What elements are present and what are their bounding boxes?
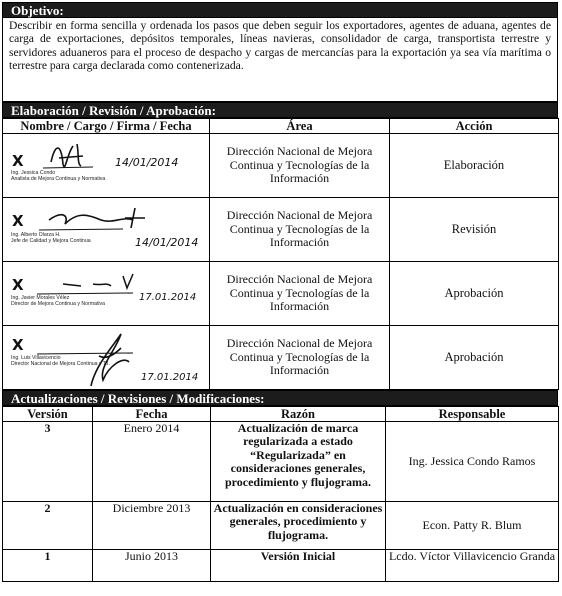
signature-date: 17.01.2014: [141, 372, 199, 383]
actualizaciones-table: [2, 406, 559, 582]
accion-cell: Elaboración: [390, 134, 559, 198]
signer-name: Ing. Alberto Olarza H.: [11, 232, 61, 238]
signer-role: Director de Mejora Continua y Normativa: [11, 301, 105, 307]
signer-name: Ing. Javier Morales Vélez: [11, 295, 70, 301]
document: [2, 2, 558, 582]
signature-cell: [3, 198, 210, 262]
signature-cell: [3, 262, 210, 326]
col-version: Versión: [3, 407, 93, 422]
objetivo-text: Describir en forma sencilla y ordenada los pasos que deben seguir los exportadores, agentes de aduana, agentes de carga de exportaciones, depósitos temporales, líneas navieras, consolidador de carga, transportista terrestre y servidores aduaneros para el proceso de despacho y cargas de mercancías para la exportación ya sea vía marítima o terrestre para carga declarada como contenerizada.: [2, 18, 558, 102]
signature-image: [3, 198, 208, 261]
table-row: [3, 134, 559, 198]
signer-role: Jefe de Calidad y Mejora Continua: [11, 238, 91, 244]
col-area: Área: [210, 119, 390, 134]
elaboracion-table: [2, 118, 559, 390]
col-nombre: Nombre / Cargo / Firma / Fecha: [3, 119, 210, 134]
area-cell: Dirección Nacional de Mejora Continua y Tecnologías de la Información: [210, 326, 390, 390]
responsable-cell: Econ. Patty R. Blum: [386, 502, 559, 550]
elaboracion-header: Elaboración / Revisión / Aprobación:: [2, 102, 558, 118]
signature-x-mark: X: [12, 152, 24, 170]
area-cell: Dirección Nacional de Mejora Continua y Tecnologías de la Información: [210, 262, 390, 326]
table-row: [3, 502, 559, 550]
version-cell: 1: [3, 550, 93, 582]
accion-cell: Aprobación: [390, 262, 559, 326]
signer-name: Ing. Luis Villavicencio: [11, 355, 61, 361]
table-row: [3, 550, 559, 582]
col-responsable: Responsable: [386, 407, 559, 422]
version-cell: 3: [3, 422, 93, 502]
table-row: [3, 326, 559, 390]
version-cell: 2: [3, 502, 93, 550]
fecha-cell: Diciembre 2013: [93, 502, 211, 550]
signature-cell: [3, 134, 210, 198]
responsable-cell: Lcdo. Víctor Villavicencio Granda: [386, 550, 559, 582]
area-cell: Dirección Nacional de Mejora Continua y Tecnologías de la Información: [210, 198, 390, 262]
col-fecha: Fecha: [93, 407, 211, 422]
signer-role: Analista de Mejora Continua y Normativa: [11, 176, 106, 182]
accion-cell: Aprobación: [390, 326, 559, 390]
fecha-cell: Junio 2013: [93, 550, 211, 582]
actualizaciones-header: Actualizaciones / Revisiones / Modificaciones:: [2, 390, 558, 406]
signature-x-mark: X: [12, 276, 24, 294]
table-row: [3, 198, 559, 262]
col-accion: Acción: [390, 119, 559, 134]
signer-role: Director Nacional de Mejora Continua y T.I.: [11, 361, 110, 367]
accion-cell: Revisión: [390, 198, 559, 262]
signature-x-mark: X: [12, 336, 24, 354]
signature-date: 17.01.2014: [139, 292, 197, 303]
table-row: [3, 262, 559, 326]
razon-cell: Versión Inicial: [211, 550, 386, 582]
table-row: [3, 422, 559, 502]
signature-x-mark: X: [12, 212, 24, 230]
razon-cell: Actualización de marca regularizada a estado “Regularizada” en consideraciones generales, procedimiento y flujograma.: [211, 422, 386, 502]
responsable-cell: Ing. Jessica Condo Ramos: [386, 422, 559, 502]
signature-date: 14/01/2014: [135, 236, 199, 249]
area-cell: Dirección Nacional de Mejora Continua y Tecnologías de la Información: [210, 134, 390, 198]
col-razon: Razón: [211, 407, 386, 422]
objetivo-header: Objetivo:: [2, 2, 558, 18]
signature-date: 14/01/2014: [115, 156, 179, 169]
razon-cell: Actualización en consideraciones generales, procedimiento y flujograma.: [211, 502, 386, 550]
fecha-cell: Enero 2014: [93, 422, 211, 502]
signature-cell: [3, 326, 210, 390]
signer-name: Ing. Jessica Condo: [11, 170, 56, 176]
